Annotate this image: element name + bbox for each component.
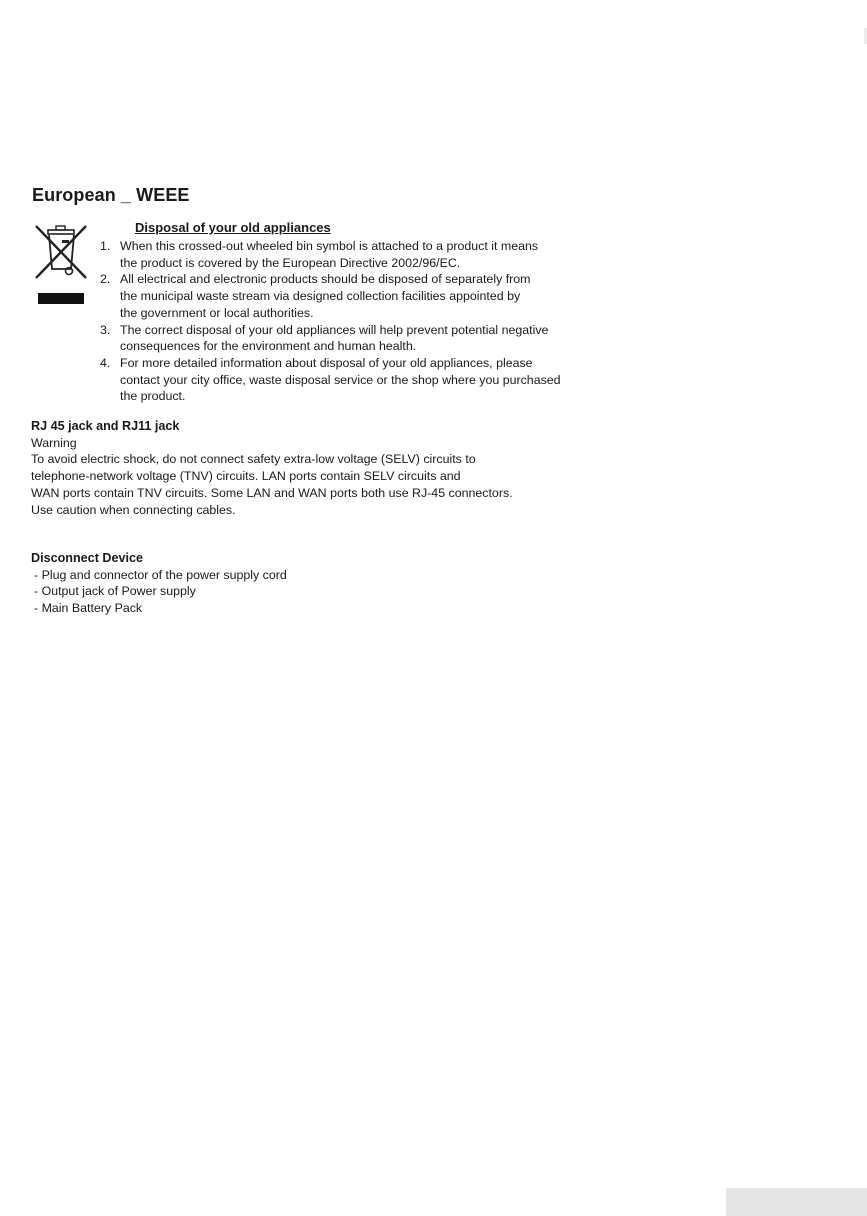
footer-bar <box>726 1188 867 1216</box>
page-title: European _ WEEE <box>32 185 190 205</box>
item-line: contact your city office, waste disposal service or the shop where you purchased <box>120 372 561 387</box>
item-line: the government or local authorities. <box>120 305 314 320</box>
item-line: For more detailed information about disposal of your old appliances, please <box>120 355 533 370</box>
disposal-item <box>100 322 620 355</box>
disconnect-item: - Main Battery Pack <box>34 601 143 616</box>
disconnect-heading: Disconnect Device <box>31 551 143 565</box>
warning-text-line: WAN ports contain TNV circuits. Some LAN and WAN ports both use RJ-45 connectors. <box>31 485 513 500</box>
disconnect-section <box>31 550 287 617</box>
disposal-item <box>100 238 620 271</box>
item-line: The correct disposal of your old appliances will help prevent potential negative <box>120 322 549 337</box>
disposal-heading: Disposal of your old appliances <box>135 220 331 235</box>
rj-warning-section <box>31 418 513 518</box>
disconnect-item: - Plug and connector of the power supply cord <box>34 567 287 582</box>
item-number: 3. <box>100 322 111 337</box>
crossed-out-wheeled-bin-icon <box>32 223 90 307</box>
warning-text-line: To avoid electric shock, do not connect safety extra-low voltage (SELV) circuits to <box>31 452 476 467</box>
disposal-list <box>100 238 620 405</box>
item-line: the product is covered by the European Directive 2002/96/EC. <box>120 255 461 270</box>
warning-text-line: telephone-network voltage (TNV) circuits. LAN ports contain SELV circuits and <box>31 469 461 484</box>
rj-heading: RJ 45 jack and RJ11 jack <box>31 419 180 433</box>
item-line: When this crossed-out wheeled bin symbol is attached to a product it means <box>120 239 539 253</box>
item-line: All electrical and electronic products should be disposed of separately from <box>120 272 531 287</box>
item-line: consequences for the environment and human health. <box>120 339 417 354</box>
item-line: the product. <box>120 389 186 404</box>
warning-text-line: Use caution when connecting cables. <box>31 502 236 517</box>
item-number: 4. <box>100 355 111 370</box>
item-number: 2. <box>100 272 111 287</box>
item-number: 1. <box>100 239 111 253</box>
disconnect-item: - Output jack of Power supply <box>34 584 196 599</box>
disposal-item <box>100 355 620 405</box>
warning-label: Warning <box>31 435 77 450</box>
disposal-item <box>100 271 620 321</box>
item-line: the municipal waste stream via designed collection facilities appointed by <box>120 289 521 304</box>
